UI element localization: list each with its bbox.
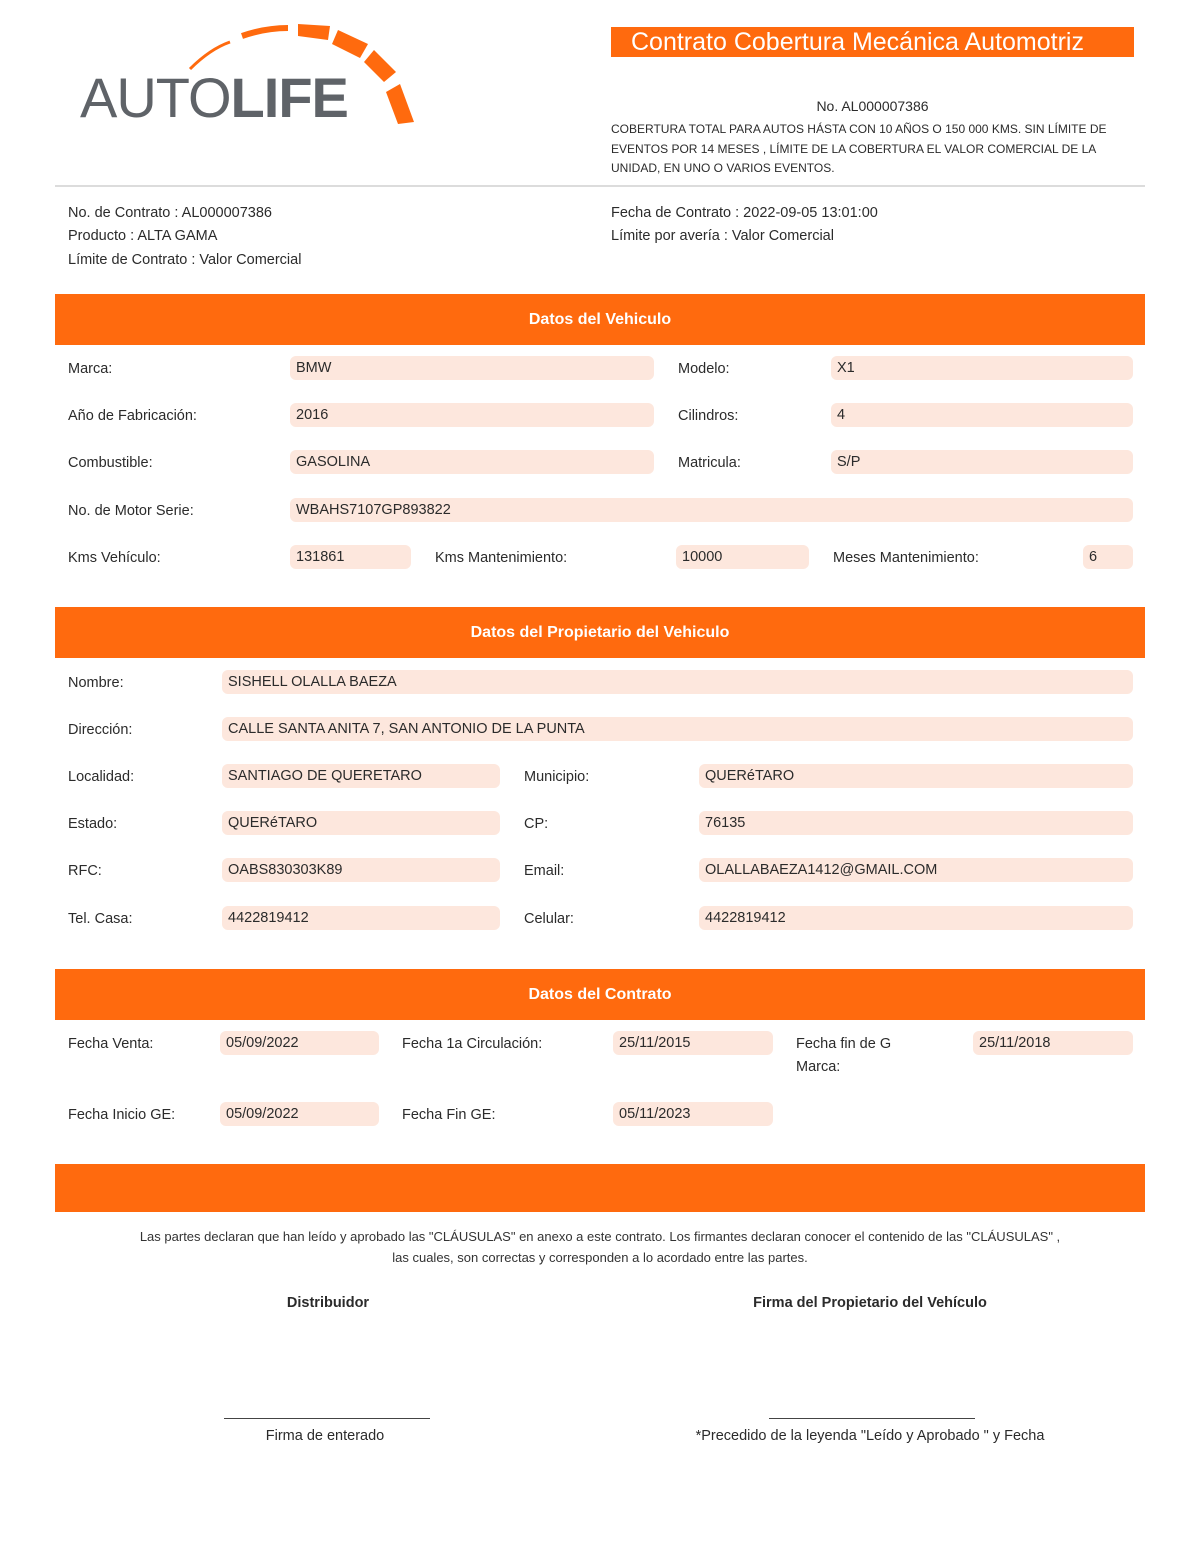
matricula-field: S/P [831, 450, 1133, 474]
logo-wordmark [80, 66, 348, 129]
nombre-label: Nombre: [68, 675, 124, 691]
fecha-fin-g-field: 25/11/2018 [973, 1031, 1133, 1055]
contract-section-header: Datos del Contrato [55, 969, 1145, 1020]
logo-auto-text: AUTO [80, 66, 231, 129]
celular-field: 4422819412 [699, 906, 1133, 930]
tel-label: Tel. Casa: [68, 911, 133, 927]
rfc-field: OABS830303K89 [222, 858, 500, 882]
declaration-text [55, 1226, 1145, 1268]
owner-section-header: Datos del Propietario del Vehiculo [55, 607, 1145, 658]
combustible-label: Combustible: [68, 455, 153, 471]
header-divider [55, 185, 1145, 187]
fecha-fin-g-label-line1: Fecha fin de G [796, 1036, 892, 1052]
kms-field: 131861 [290, 545, 411, 569]
vehicle-section-header: Datos del Vehiculo [55, 294, 1145, 345]
celular-label: Celular: [524, 911, 574, 927]
fecha-venta-label: Fecha Venta: [68, 1036, 154, 1052]
declaration-line-2: las cuales, son correctas y corresponden a lo acordado entre las partes. [392, 1250, 808, 1265]
fecha-circulacion-label: Fecha 1a Circulación: [402, 1036, 543, 1052]
distribuidor-title: Distribuidor [286, 1295, 370, 1311]
motor-label: No. de Motor Serie: [68, 503, 194, 519]
logo-life-text: LIFE [230, 66, 348, 129]
product: Producto : ALTA GAMA [68, 228, 218, 244]
cilindros-field: 4 [831, 403, 1133, 427]
email-label: Email: [524, 863, 565, 879]
fecha-venta-field: 05/09/2022 [220, 1031, 379, 1055]
localidad-field: SANTIAGO DE QUERETARO [222, 764, 500, 788]
estado-label: Estado: [68, 816, 118, 832]
motor-field: WBAHS7107GP893822 [290, 498, 1133, 522]
modelo-field: X1 [831, 356, 1133, 380]
direccion-field: CALLE SANTA ANITA 7, SAN ANTONIO DE LA PUNTA [222, 717, 1133, 741]
anio-field: 2016 [290, 403, 654, 427]
fecha-inicio-ge-field: 05/09/2022 [220, 1102, 379, 1126]
combustible-field: GASOLINA [290, 450, 654, 474]
contract-limit: Límite de Contrato : Valor Comercial [68, 252, 302, 268]
document-number: No. AL000007386 [816, 98, 929, 114]
fecha-fin-ge-label: Fecha Fin GE: [402, 1107, 496, 1123]
email-field: OLALLABAEZA1412@GMAIL.COM [699, 858, 1133, 882]
kms-mant-label: Kms Mantenimiento: [435, 550, 568, 566]
cp-label: CP: [524, 816, 549, 832]
tel-field: 4422819412 [222, 906, 500, 930]
municipio-label: Municipio: [524, 769, 590, 785]
anio-label: Año de Fabricación: [68, 408, 197, 424]
kms-mant-field: 10000 [676, 545, 809, 569]
coverage-description: COBERTURA TOTAL PARA AUTOS HÁSTA CON 10 AÑOS O 150 000 KMS. SIN LÍMITE DE EVENTOS POR 14 MESES , LÍMITE DE LA COBERTURA EL VALOR COMERCIAL DE LA UNIDAD, EN UNO O VARIOS EVENTOS. [611, 122, 1107, 175]
cp-field: 76135 [699, 811, 1133, 835]
municipio-field: QUERéTARO [699, 764, 1133, 788]
firma-enterado-caption: Firma de enterado [265, 1428, 385, 1444]
document-title: Contrato Cobertura Mecánica Automotriz [611, 27, 1134, 57]
signatures-section-header [55, 1164, 1145, 1212]
localidad-label: Localidad: [68, 769, 135, 785]
direccion-label: Dirección: [68, 722, 133, 738]
contract-number: No. de Contrato : AL000007386 [68, 205, 272, 221]
propietario-signature-line [769, 1418, 975, 1419]
marca-label: Marca: [68, 361, 113, 377]
cilindros-label: Cilindros: [678, 408, 739, 424]
marca-field: BMW [290, 356, 654, 380]
nombre-field: SISHELL OLALLA BAEZA [222, 670, 1133, 694]
rfc-label: RFC: [68, 863, 102, 879]
declaration-line-1: Las partes declaran que han leído y aprobado las "CLÁUSULAS" en anexo a este contrato. Los firmantes declaran conocer el contenido de las "CLÁUSULAS" , [139, 1229, 1061, 1244]
meses-mant-label: Meses Mantenimiento: [833, 550, 979, 566]
breakdown-limit: Límite por avería : Valor Comercial [611, 228, 834, 244]
kms-label: Kms Vehículo: [68, 550, 161, 566]
fecha-circulacion-field: 25/11/2015 [613, 1031, 773, 1055]
modelo-label: Modelo: [678, 361, 730, 377]
distribuidor-signature-line [224, 1418, 430, 1419]
propietario-signature-title: Firma del Propietario del Vehículo [753, 1295, 987, 1311]
matricula-label: Matricula: [678, 455, 741, 471]
contract-date: Fecha de Contrato : 2022-09-05 13:01:00 [611, 205, 878, 221]
meses-mant-field: 6 [1083, 545, 1133, 569]
fecha-inicio-ge-label: Fecha Inicio GE: [68, 1107, 176, 1123]
estado-field: QUERéTARO [222, 811, 500, 835]
precedido-caption: *Precedido de la leyenda "Leído y Aprobado " y Fecha [695, 1428, 1045, 1444]
fecha-fin-g-label-line2: Marca: [796, 1059, 841, 1075]
fecha-fin-ge-field: 05/11/2023 [613, 1102, 773, 1126]
